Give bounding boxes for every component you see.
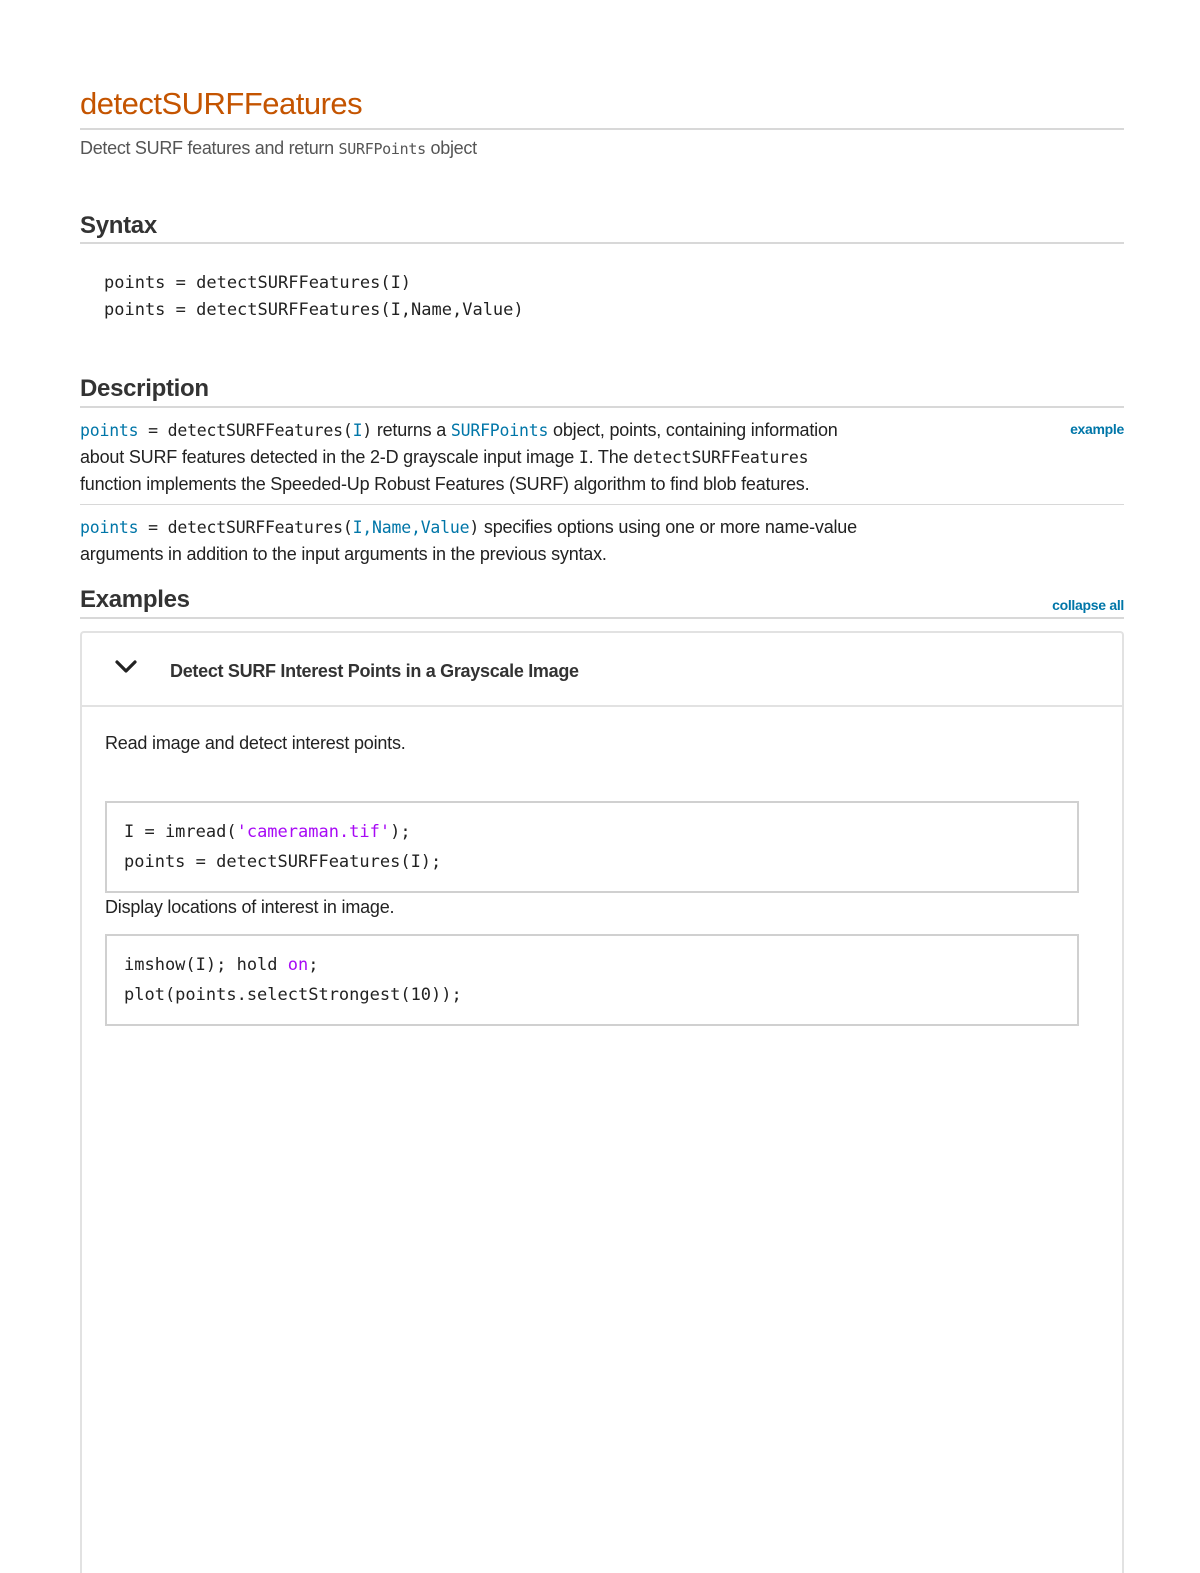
purpose-code: SURFPoints <box>338 140 426 158</box>
collapse-all-link[interactable]: collapse all <box>1052 597 1124 613</box>
description-heading: Description <box>80 375 209 402</box>
chevron-down-icon[interactable] <box>114 659 138 675</box>
page-title: detectSURFFeatures <box>80 86 363 121</box>
desc-text: returns a <box>372 420 451 440</box>
desc-text: function implements the Speeded-Up Robust Features (SURF) algorithm to find blob features. <box>80 474 810 494</box>
purpose-text-before: Detect SURF features and return <box>80 138 339 158</box>
code-line: points = detectSURFFeatures(I); <box>124 852 442 872</box>
example-text: Display locations of interest in image. <box>105 897 395 917</box>
surfpoints-link[interactable]: SURFPoints <box>450 421 549 440</box>
syntax-line: points = detectSURFFeatures(I) <box>104 273 412 293</box>
code-line <box>124 817 1077 847</box>
syntax-line: points = detectSURFFeatures(I,Name,Value) <box>104 300 524 320</box>
desc-text: about SURF features detected in the 2-D grayscale input image <box>80 447 579 467</box>
syntax-call: = detectSURFFeatures( <box>138 518 353 537</box>
description-separator <box>80 504 1124 505</box>
code-text: ); <box>390 822 411 842</box>
example-panel <box>80 631 1124 1573</box>
syntax-divider <box>80 242 1124 244</box>
arg-link[interactable]: I <box>352 421 363 440</box>
desc-code: detectSURFFeatures <box>633 448 809 467</box>
code-keyword: on <box>287 955 309 975</box>
title-divider <box>80 128 1124 130</box>
description-paragraph-1 <box>80 417 1040 498</box>
desc-text: arguments in addition to the input arguments in the previous syntax. <box>80 544 607 564</box>
description-divider <box>80 406 1124 408</box>
syntax-output-link[interactable]: points <box>80 421 139 440</box>
code-string: 'cameraman.tif' <box>236 822 391 842</box>
examples-divider <box>80 617 1124 619</box>
code-text: imshow(I); hold <box>124 955 288 975</box>
desc-code: I <box>578 448 589 467</box>
example-title[interactable]: Detect SURF Interest Points in a Grayscale Image <box>170 661 579 681</box>
code-text: ; <box>308 955 319 975</box>
desc-text: . The <box>588 447 634 467</box>
syntax-heading: Syntax <box>80 212 157 239</box>
description-paragraph-2 <box>80 514 1040 568</box>
example-header[interactable] <box>82 633 1122 707</box>
desc-text: specifies options using one or more name-value <box>479 517 857 537</box>
example-link[interactable]: example <box>1070 421 1124 437</box>
examples-heading: Examples <box>80 586 190 613</box>
syntax-call: = detectSURFFeatures( <box>138 421 353 440</box>
page-purpose <box>80 138 477 159</box>
code-block[interactable] <box>105 934 1079 1026</box>
syntax-output-link[interactable]: points <box>80 518 139 537</box>
code-line <box>124 950 1077 980</box>
code-block[interactable] <box>105 801 1079 893</box>
example-text: Read image and detect interest points. <box>105 733 406 753</box>
syntax-call-end: ) <box>469 518 480 537</box>
syntax-call-end: ) <box>362 421 373 440</box>
purpose-text-after: object <box>425 138 477 158</box>
args-link[interactable]: I,Name,Value <box>352 518 470 537</box>
code-text: I = imread( <box>124 822 237 842</box>
desc-text: object, points, containing information <box>548 420 838 440</box>
syntax-block <box>104 270 524 324</box>
code-line: plot(points.selectStrongest(10)); <box>124 985 462 1005</box>
